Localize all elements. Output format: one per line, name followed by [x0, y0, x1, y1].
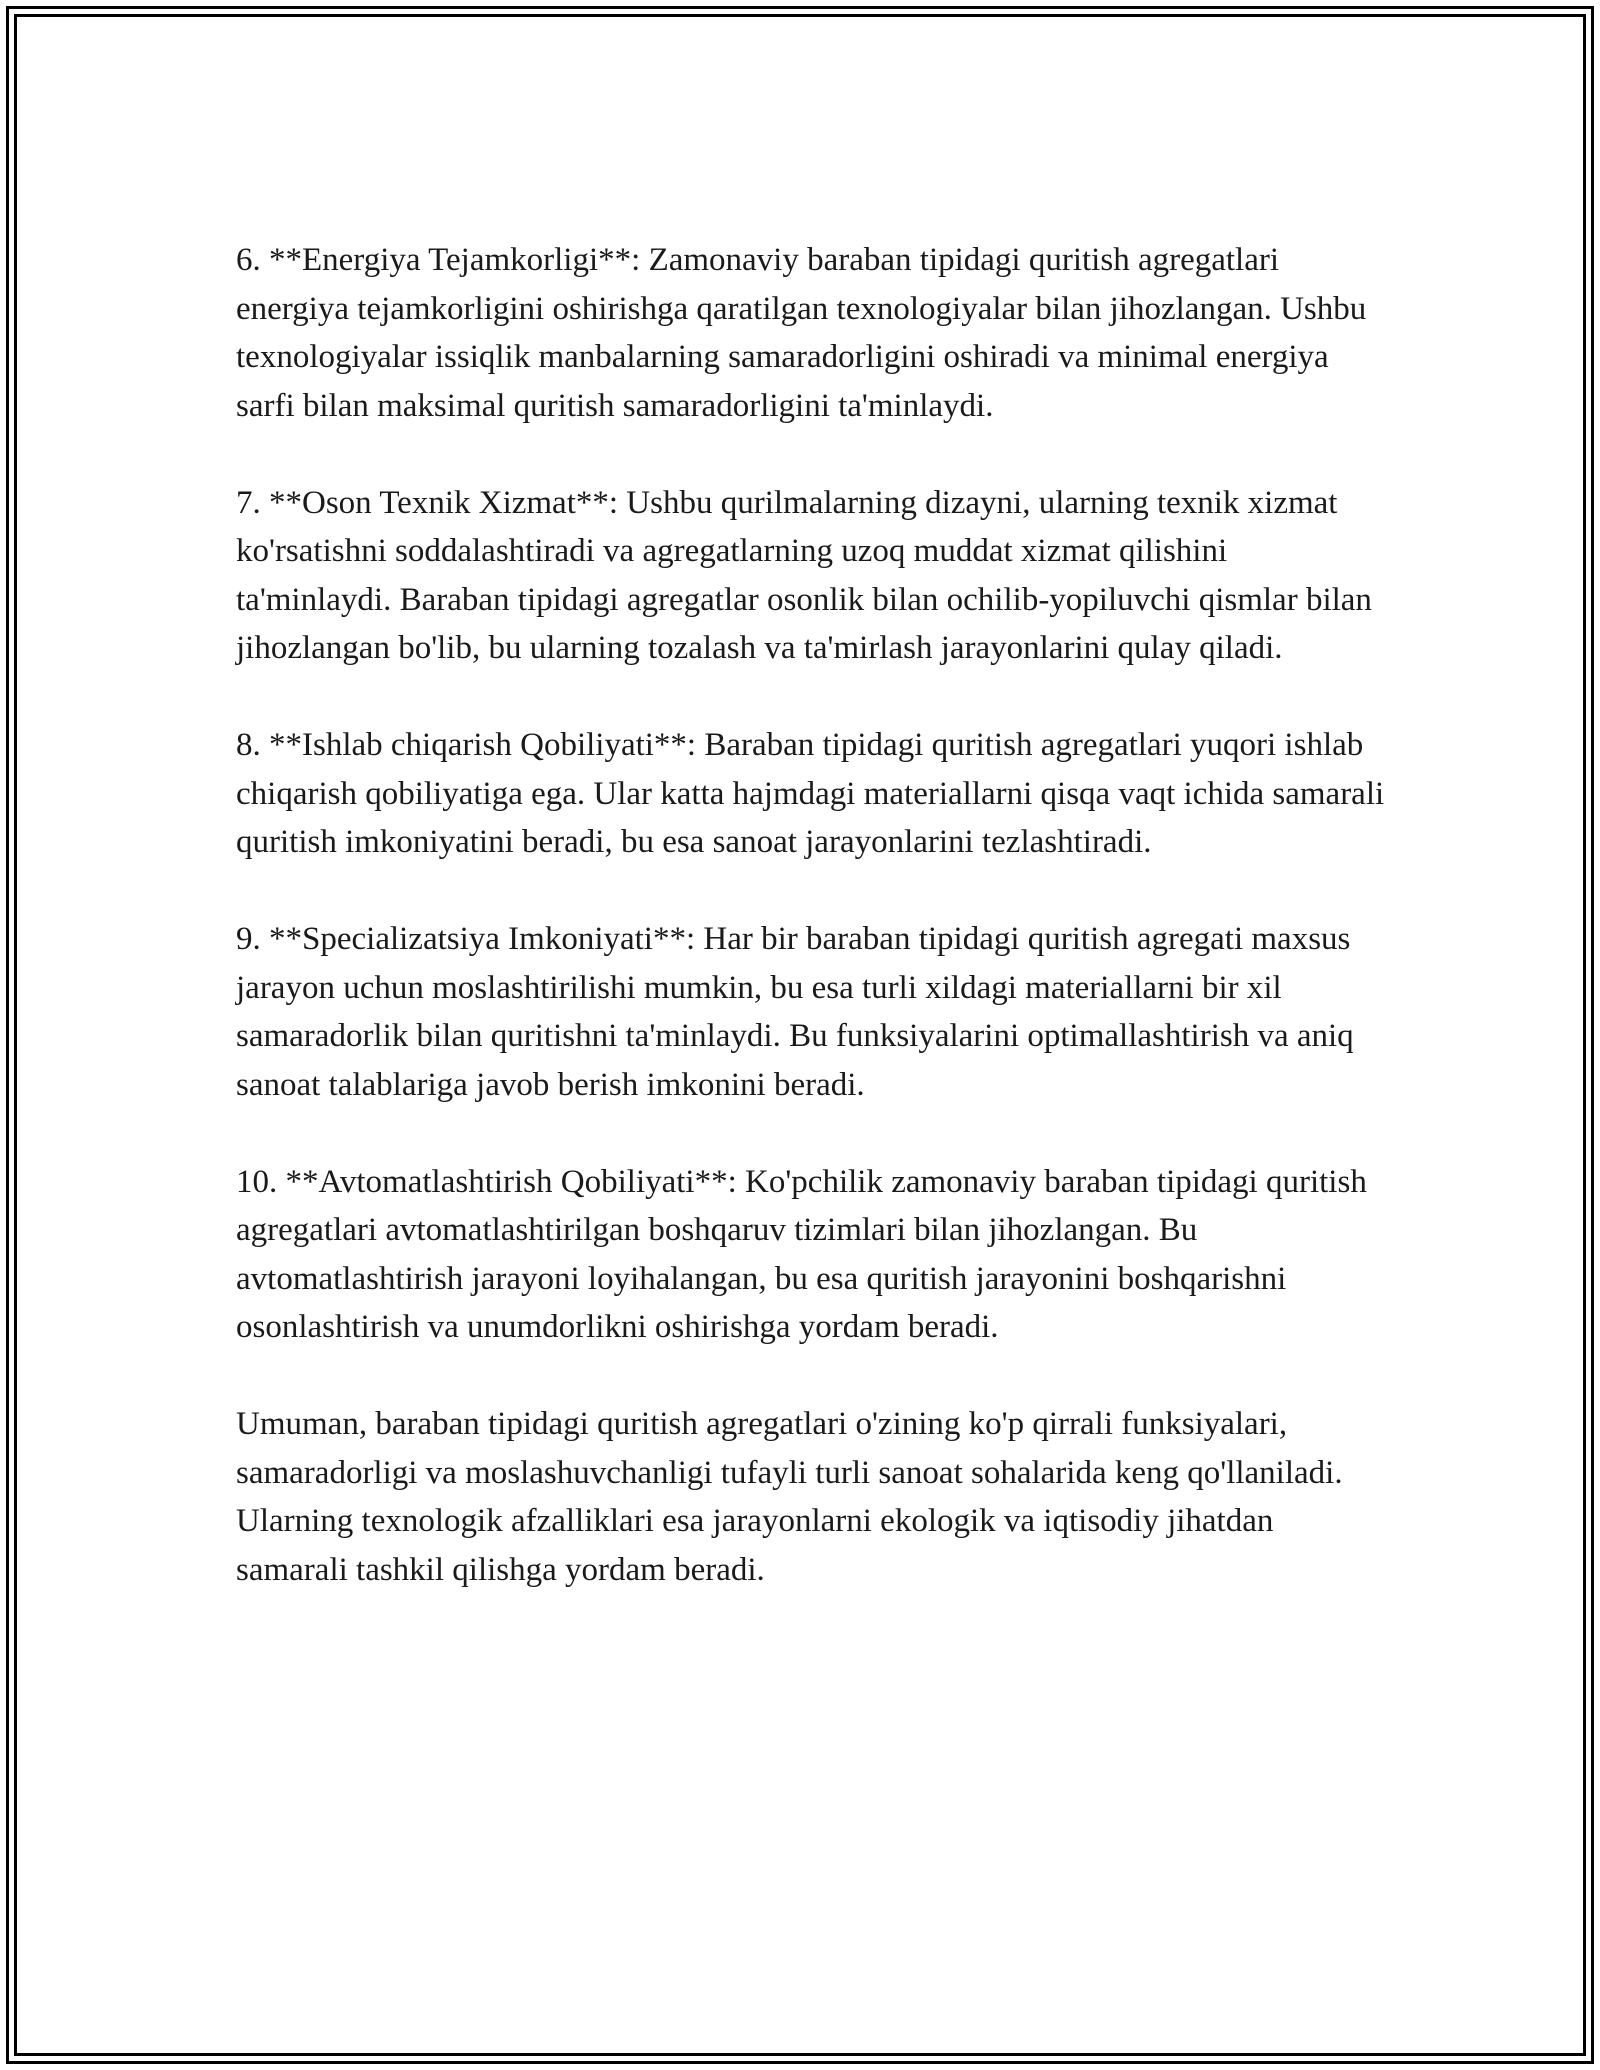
paragraph-item-9: 9. **Specializatsiya Imkoniyati**: Har bir baraban tipidagi quritish agregati maxsus jarayon uchun moslashtirilishi mumkin, bu esa turli xildagi materiallarni bir xil samaradorlik bilan quritishni ta'minlaydi. Bu funksiyalarini optimallashtirish va aniq sanoat talablariga javob berish imkonini beradi. — [236, 921, 1354, 1103]
paragraph-item-8: 8. **Ishlab chiqarish Qobiliyati**: Baraban tipidagi quritish agregatlari yuqori ishlab chiqarish qobiliyatiga ega. Ular katta hajmdagi materiallarni qisqa vaqt ichida samarali quritish imkoniyatini beradi, bu esa sanoat jarayonlarini tezlashtiradi. — [236, 727, 1385, 860]
paragraph-item-6: 6. **Energiya Tejamkorligi**: Zamonaviy baraban tipidagi quritish agregatlari energiya tejamkorligini oshirishga qaratilgan texnologiyalar bilan jihozlangan. Ushbu texnologiyalar issiqlik manbalarning samaradorligini oshiradi va minimal energiya sarfi bilan maksimal quritish samaradorligini ta'minlaydi. — [236, 242, 1367, 424]
paragraph-item-10: 10. **Avtomatlashtirish Qobiliyati**: Ko'pchilik zamonaviy baraban tipidagi quritish agregatlari avtomatlashtirilgan boshqaruv tizimlari bilan jihozlangan. Bu avtomatlashtirish jarayoni loyihalangan, bu esa quritish jarayonini boshqarishni osonlashtirish va unumdorlikni oshirishga yordam beradi. — [236, 1163, 1367, 1345]
paragraph-conclusion: Umuman, baraban tipidagi quritish agregatlari o'zining ko'p qirrali funksiyalari, samaradorligi va moslashuvchanligi tufayli turli sanoat sohalarida keng qo'llaniladi. Ularning texnologik afzalliklari esa jarayonlarni ekologik va iqtisodiy jihatdan samarali tashkil qilishga yordam beradi. — [236, 1406, 1343, 1588]
paragraph-item-7: 7. **Oson Texnik Xizmat**: Ushbu qurilmalarning dizayni, ularning texnik xizmat ko'rsatishni soddalashtiradi va agregatlarning uzoq muddat xizmat qilishini ta'minlaydi. Baraban tipidagi agregatlar osonlik bilan ochilib-yopiluvchi qismlar bilan jihozlangan bo'lib, bu ularning tozalash va ta'mirlash jarayonlarini qulay qiladi. — [236, 484, 1372, 666]
document-body — [236, 236, 1386, 1594]
